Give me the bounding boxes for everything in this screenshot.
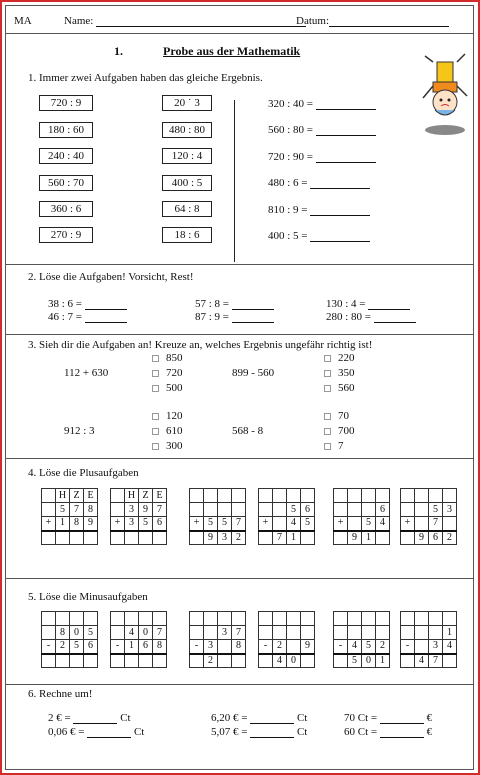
grid-cell[interactable] [42, 489, 56, 503]
task-1-box: 180 : 60 [39, 122, 93, 138]
grid-cell[interactable] [111, 503, 125, 517]
grid-cell[interactable] [415, 517, 429, 531]
grid-cell[interactable]: 8 [84, 503, 98, 517]
grid-cell[interactable]: 6 [139, 640, 153, 654]
arithmetic-grid[interactable] [400, 611, 457, 668]
grid-cell[interactable]: H [56, 489, 70, 503]
grid-cell[interactable]: + [190, 517, 204, 531]
grid-cell[interactable] [376, 626, 390, 640]
grid-cell[interactable]: 3 [125, 517, 139, 531]
grid-cell[interactable] [362, 503, 376, 517]
arithmetic-grid[interactable] [258, 611, 315, 668]
grid-cell[interactable] [42, 612, 56, 626]
grid-cell[interactable] [429, 612, 443, 626]
grid-cell[interactable] [362, 626, 376, 640]
task-3-problem: 568 - 8 [232, 425, 264, 437]
grid-cell[interactable] [259, 531, 273, 545]
task-2-title: 2. Löse die Aufgaben! Vorsicht, Rest! [28, 271, 194, 283]
option-label: 350 [338, 367, 355, 379]
grid-cell[interactable]: 9 [415, 531, 429, 545]
checkbox[interactable] [152, 428, 159, 435]
grid-cell[interactable] [415, 503, 429, 517]
grid-cell[interactable] [401, 531, 415, 545]
grid-cell[interactable]: - [42, 640, 56, 654]
task-6-title: 6. Rechne um! [28, 688, 93, 700]
task-1-box: 120 : 4 [162, 148, 212, 164]
arithmetic-grid[interactable] [333, 488, 390, 545]
grid-cell[interactable] [401, 654, 415, 668]
option-label: 850 [166, 352, 183, 364]
grid-cell[interactable]: 5 [84, 626, 98, 640]
grid-cell[interactable]: 8 [232, 640, 246, 654]
task-2-equation[interactable]: 280 : 80 = [326, 311, 416, 323]
grid-cell[interactable] [259, 503, 273, 517]
grid-cell[interactable]: 3 [204, 640, 218, 654]
grid-cell[interactable]: 5 [362, 640, 376, 654]
grid-cell[interactable]: 5 [139, 517, 153, 531]
task-2-equation[interactable]: 46 : 7 = [48, 311, 127, 323]
arithmetic-grid[interactable] [333, 611, 390, 668]
grid-cell[interactable]: - [190, 640, 204, 654]
task-1-box: 270 : 9 [39, 227, 93, 243]
grid-cell[interactable] [218, 654, 232, 668]
grid-cell[interactable] [348, 517, 362, 531]
arithmetic-grid[interactable] [258, 488, 315, 545]
grid-cell[interactable]: 5 [301, 517, 315, 531]
grid-cell[interactable] [259, 489, 273, 503]
worksheet [5, 5, 474, 770]
checkbox[interactable] [152, 370, 159, 377]
grid-cell[interactable]: - [334, 640, 348, 654]
task-6-conversion[interactable]: 5,07 € = Ct [211, 726, 308, 738]
option-label: 560 [338, 382, 355, 394]
grid-cell[interactable] [190, 531, 204, 545]
grid-cell[interactable]: 3 [443, 503, 457, 517]
task-3-problem: 899 - 560 [232, 367, 275, 379]
grid-cell[interactable]: 4 [287, 517, 301, 531]
task-3-problem: 112 + 630 [64, 367, 109, 379]
grid-cell[interactable] [190, 654, 204, 668]
grid-cell[interactable]: 7 [273, 531, 287, 545]
grid-cell[interactable] [139, 612, 153, 626]
grid-cell[interactable] [42, 654, 56, 668]
checkbox[interactable] [324, 370, 331, 377]
grid-cell[interactable]: 1 [56, 517, 70, 531]
grid-cell[interactable] [401, 626, 415, 640]
grid-cell[interactable] [301, 531, 315, 545]
grid-cell[interactable]: Z [70, 489, 84, 503]
grid-cell[interactable] [301, 654, 315, 668]
grid-cell[interactable]: 3 [429, 640, 443, 654]
grid-cell[interactable]: 4 [443, 640, 457, 654]
task-1-title: 1. Immer zwei Aufgaben haben das gleiche Ergebnis. [28, 72, 263, 84]
task-5-title: 5. Löse die Minusaufgaben [28, 591, 148, 603]
grid-cell[interactable]: 5 [70, 640, 84, 654]
grid-cell[interactable]: 6 [153, 517, 167, 531]
grid-cell[interactable] [376, 612, 390, 626]
task-6-conversion[interactable]: 60 Ct = € [344, 726, 433, 738]
grid-cell[interactable] [301, 489, 315, 503]
task-1-equation[interactable]: 480 : 6 = [268, 177, 370, 189]
grid-cell[interactable]: + [401, 517, 415, 531]
checkbox[interactable] [152, 355, 159, 362]
grid-cell[interactable]: 5 [362, 517, 376, 531]
option-label: 700 [338, 425, 355, 437]
grid-cell[interactable] [204, 612, 218, 626]
grid-cell[interactable] [362, 489, 376, 503]
arithmetic-grid[interactable] [110, 488, 167, 545]
grid-cell[interactable] [401, 612, 415, 626]
arithmetic-grid[interactable] [41, 611, 98, 668]
grid-cell[interactable]: 4 [348, 640, 362, 654]
grid-cell[interactable] [84, 612, 98, 626]
checkbox[interactable] [152, 385, 159, 392]
grid-cell[interactable]: 8 [56, 626, 70, 640]
task-4-title: 4. Löse die Plusaufgaben [28, 467, 139, 479]
grid-cell[interactable]: - [401, 640, 415, 654]
grid-cell[interactable] [334, 654, 348, 668]
grid-cell[interactable]: 9 [84, 517, 98, 531]
grid-cell[interactable]: 4 [273, 654, 287, 668]
grid-cell[interactable]: 2 [443, 531, 457, 545]
task-2-equation[interactable]: 57 : 8 = [195, 298, 274, 310]
grid-cell[interactable]: 3 [125, 503, 139, 517]
grid-cell[interactable] [348, 612, 362, 626]
grid-cell[interactable]: 7 [429, 654, 443, 668]
task-1-equation[interactable]: 720 : 90 = [268, 151, 376, 163]
grid-cell[interactable] [362, 612, 376, 626]
grid-cell[interactable]: 5 [429, 503, 443, 517]
grid-cell[interactable] [56, 531, 70, 545]
task-1-equation[interactable]: 810 : 9 = [268, 204, 370, 216]
grid-cell[interactable] [153, 531, 167, 545]
grid-cell[interactable]: + [42, 517, 56, 531]
grid-cell[interactable] [415, 640, 429, 654]
arithmetic-grid[interactable] [400, 488, 457, 545]
grid-cell[interactable]: 6 [301, 503, 315, 517]
grid-cell[interactable] [287, 489, 301, 503]
grid-cell[interactable] [273, 489, 287, 503]
grid-cell[interactable] [84, 531, 98, 545]
grid-cell[interactable]: 9 [139, 503, 153, 517]
grid-cell[interactable]: E [153, 489, 167, 503]
grid-cell[interactable]: 4 [376, 517, 390, 531]
grid-cell[interactable] [348, 489, 362, 503]
grid-cell[interactable] [232, 654, 246, 668]
grid-cell[interactable]: H [125, 489, 139, 503]
grid-cell[interactable] [301, 612, 315, 626]
grid-cell[interactable] [204, 626, 218, 640]
option-label: 220 [338, 352, 355, 364]
grid-cell[interactable] [415, 612, 429, 626]
grid-cell[interactable] [232, 503, 246, 517]
date-field[interactable] [296, 15, 449, 27]
checkbox[interactable] [152, 443, 159, 450]
grid-cell[interactable] [139, 654, 153, 668]
grid-cell[interactable] [334, 612, 348, 626]
grid-cell[interactable] [443, 612, 457, 626]
grid-cell[interactable] [273, 612, 287, 626]
grid-cell[interactable] [376, 531, 390, 545]
grid-cell[interactable] [125, 654, 139, 668]
grid-cell[interactable]: 1 [376, 654, 390, 668]
grid-cell[interactable]: 2 [376, 640, 390, 654]
grid-cell[interactable]: 2 [232, 531, 246, 545]
option-label: 720 [166, 367, 183, 379]
grid-cell[interactable] [190, 626, 204, 640]
task-1-box: 20 ˙ 3 [162, 95, 212, 111]
grid-cell[interactable]: 1 [362, 531, 376, 545]
checkbox[interactable] [324, 428, 331, 435]
grid-cell[interactable]: 2 [204, 654, 218, 668]
task-3-title: 3. Sieh dir die Aufgaben an! Kreuze an, welches Ergebnis ungefähr richtig ist! [28, 339, 373, 351]
grid-cell[interactable]: 9 [348, 531, 362, 545]
grid-cell[interactable] [56, 612, 70, 626]
grid-cell[interactable] [334, 503, 348, 517]
task-1-box: 18 : 6 [162, 227, 212, 243]
grid-cell[interactable] [190, 489, 204, 503]
task-1-box: 240 : 40 [39, 148, 93, 164]
grid-cell[interactable]: 7 [232, 626, 246, 640]
grid-cell[interactable] [443, 654, 457, 668]
task-1-equation[interactable]: 400 : 5 = [268, 230, 370, 242]
grid-cell[interactable] [415, 489, 429, 503]
grid-cell[interactable] [84, 654, 98, 668]
task-1-box: 560 : 70 [39, 175, 93, 191]
task-1-box: 720 : 9 [39, 95, 93, 111]
task-2-equation[interactable]: 87 : 9 = [195, 311, 274, 323]
grid-cell[interactable] [218, 640, 232, 654]
arithmetic-grid[interactable] [41, 488, 98, 545]
grid-cell[interactable]: 7 [70, 503, 84, 517]
task-6-conversion[interactable]: 70 Ct = € [344, 712, 433, 724]
grid-cell[interactable]: 3 [218, 531, 232, 545]
grid-cell[interactable]: 6 [376, 503, 390, 517]
header [6, 6, 473, 34]
date-line[interactable] [329, 17, 449, 27]
option-label: 120 [166, 410, 183, 422]
class-code: MA [14, 15, 32, 27]
grid-cell[interactable]: + [111, 517, 125, 531]
grid-cell[interactable] [429, 626, 443, 640]
grid-cell[interactable] [125, 531, 139, 545]
grid-cell[interactable] [218, 503, 232, 517]
task-3-problem: 912 : 3 [64, 425, 95, 437]
task-2-equation[interactable]: 130 : 4 = [326, 298, 410, 310]
grid-cell[interactable] [42, 626, 56, 640]
name-field[interactable] [64, 15, 306, 27]
grid-cell[interactable] [218, 612, 232, 626]
grid-cell[interactable] [273, 626, 287, 640]
page-title: Probe aus der Mathematik [163, 44, 301, 58]
divider [234, 100, 235, 262]
grid-cell[interactable] [273, 503, 287, 517]
grid-cell[interactable] [232, 489, 246, 503]
grid-cell[interactable] [348, 626, 362, 640]
task-1-box: 480 : 80 [162, 122, 212, 138]
task-1-box: 64 : 8 [162, 201, 212, 217]
grid-cell[interactable] [204, 503, 218, 517]
grid-cell[interactable] [153, 612, 167, 626]
grid-cell[interactable]: 0 [70, 626, 84, 640]
checkbox[interactable] [324, 443, 331, 450]
grid-cell[interactable] [139, 531, 153, 545]
grid-cell[interactable]: 7 [153, 503, 167, 517]
arithmetic-grid[interactable] [189, 488, 246, 545]
name-label: Name: [64, 15, 94, 27]
grid-cell[interactable] [348, 503, 362, 517]
grid-cell[interactable]: 7 [429, 517, 443, 531]
section-3 [6, 335, 473, 459]
grid-cell[interactable]: 4 [415, 654, 429, 668]
option-label: 70 [338, 410, 349, 422]
checkbox[interactable] [324, 413, 331, 420]
grid-cell[interactable] [70, 531, 84, 545]
grid-cell[interactable]: 1 [443, 626, 457, 640]
grid-cell[interactable]: - [259, 640, 273, 654]
grid-cell[interactable] [111, 612, 125, 626]
grid-cell[interactable] [218, 489, 232, 503]
grid-cell[interactable] [334, 489, 348, 503]
grid-cell[interactable]: 5 [204, 517, 218, 531]
name-line[interactable] [96, 17, 306, 27]
task-6-conversion[interactable]: 6,20 € = Ct [211, 712, 308, 724]
grid-cell[interactable] [42, 503, 56, 517]
grid-cell[interactable]: 0 [287, 654, 301, 668]
checkbox[interactable] [152, 413, 159, 420]
date-label: Datum: [296, 15, 329, 27]
grid-cell[interactable] [111, 654, 125, 668]
grid-cell[interactable] [401, 489, 415, 503]
grid-cell[interactable] [287, 640, 301, 654]
grid-cell[interactable] [376, 489, 390, 503]
grid-cell[interactable] [70, 654, 84, 668]
task-1-equation[interactable]: 320 : 40 = [268, 98, 376, 110]
grid-cell[interactable] [56, 654, 70, 668]
grid-cell[interactable] [443, 489, 457, 503]
grid-cell[interactable] [70, 612, 84, 626]
grid-cell[interactable]: 5 [218, 517, 232, 531]
grid-cell[interactable]: + [334, 517, 348, 531]
grid-cell[interactable]: 8 [70, 517, 84, 531]
worksheet-number: 1. [114, 44, 123, 58]
grid-cell[interactable] [301, 626, 315, 640]
grid-cell[interactable] [259, 612, 273, 626]
grid-cell[interactable] [334, 531, 348, 545]
grid-cell[interactable]: + [259, 517, 273, 531]
option-label: 610 [166, 425, 183, 437]
grid-cell[interactable]: 6 [84, 640, 98, 654]
grid-cell[interactable] [204, 489, 218, 503]
grid-cell[interactable]: 0 [362, 654, 376, 668]
grid-cell[interactable] [259, 654, 273, 668]
grid-cell[interactable]: 5 [56, 503, 70, 517]
arithmetic-grid[interactable] [189, 611, 246, 668]
grid-cell[interactable]: 2 [56, 640, 70, 654]
grid-cell[interactable] [334, 626, 348, 640]
grid-cell[interactable]: 4 [125, 626, 139, 640]
grid-cell[interactable]: Z [139, 489, 153, 503]
task-1-box: 360 : 6 [39, 201, 93, 217]
grid-cell[interactable]: 2 [273, 640, 287, 654]
checkbox[interactable] [324, 385, 331, 392]
grid-cell[interactable] [153, 654, 167, 668]
grid-cell[interactable] [42, 531, 56, 545]
grid-cell[interactable]: 6 [429, 531, 443, 545]
grid-cell[interactable]: 1 [287, 531, 301, 545]
grid-cell[interactable]: E [84, 489, 98, 503]
task-6-conversion[interactable]: 0,06 € = Ct [48, 726, 145, 738]
grid-cell[interactable] [273, 517, 287, 531]
grid-cell[interactable]: 7 [232, 517, 246, 531]
grid-cell[interactable] [415, 626, 429, 640]
task-2-equation[interactable]: 38 : 6 = [48, 298, 127, 310]
grid-cell[interactable] [443, 517, 457, 531]
grid-cell[interactable] [287, 626, 301, 640]
grid-cell[interactable] [190, 612, 204, 626]
grid-cell[interactable]: 9 [301, 640, 315, 654]
option-label: 300 [166, 440, 183, 452]
grid-cell[interactable]: - [111, 640, 125, 654]
option-label: 500 [166, 382, 183, 394]
grid-cell[interactable]: 0 [139, 626, 153, 640]
grid-cell[interactable] [111, 626, 125, 640]
grid-cell[interactable] [401, 503, 415, 517]
arithmetic-grid[interactable] [110, 611, 167, 668]
checkbox[interactable] [324, 355, 331, 362]
option-label: 7 [338, 440, 344, 452]
grid-cell[interactable]: 7 [153, 626, 167, 640]
grid-cell[interactable]: 5 [348, 654, 362, 668]
grid-cell[interactable] [259, 626, 273, 640]
grid-cell[interactable] [111, 489, 125, 503]
grid-cell[interactable]: 3 [218, 626, 232, 640]
grid-cell[interactable]: 8 [153, 640, 167, 654]
grid-cell[interactable] [111, 531, 125, 545]
task-1-box: 400 : 5 [162, 175, 212, 191]
task-6-conversion[interactable]: 2 € = Ct [48, 712, 131, 724]
task-1-equation[interactable]: 560 : 80 = [268, 124, 376, 136]
grid-cell[interactable] [287, 612, 301, 626]
grid-cell[interactable] [125, 612, 139, 626]
grid-cell[interactable] [429, 489, 443, 503]
grid-cell[interactable] [190, 503, 204, 517]
grid-cell[interactable]: 5 [287, 503, 301, 517]
grid-cell[interactable] [232, 612, 246, 626]
grid-cell[interactable]: 9 [204, 531, 218, 545]
grid-cell[interactable]: 1 [125, 640, 139, 654]
